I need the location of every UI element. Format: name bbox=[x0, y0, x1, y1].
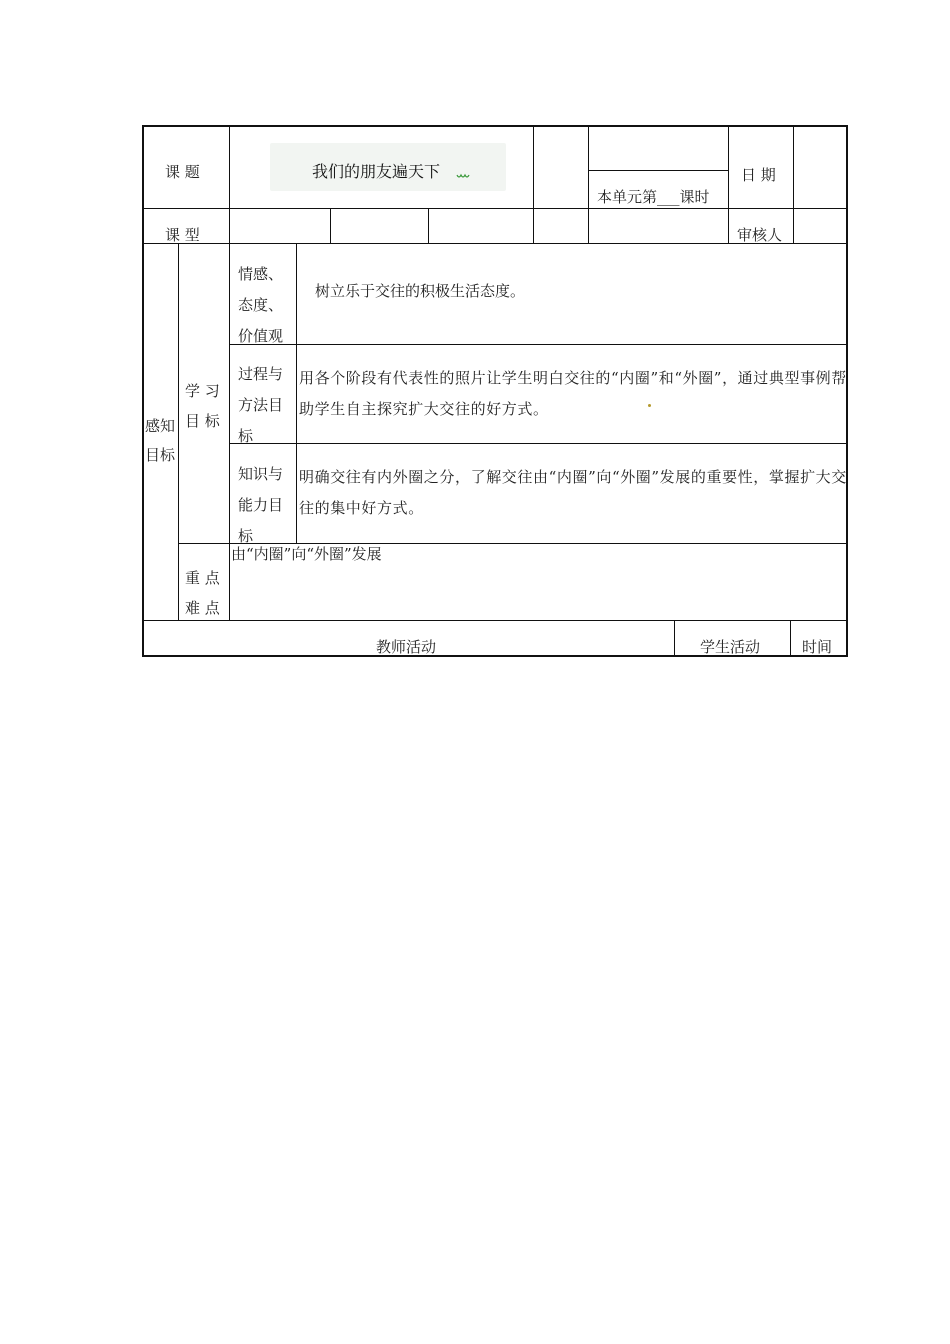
student-activity-header: 学生活动 bbox=[700, 638, 761, 656]
row-divider bbox=[296, 344, 848, 345]
objective-label-emotion: 情感、 态度、 价值观 bbox=[238, 265, 284, 345]
row-divider bbox=[230, 443, 848, 444]
table-top-border bbox=[142, 125, 848, 127]
col-divider bbox=[428, 208, 429, 243]
type-label: 课 型 bbox=[165, 226, 200, 244]
lesson-label: 课 题 bbox=[165, 163, 200, 181]
row-divider bbox=[142, 620, 848, 621]
row-divider bbox=[142, 208, 848, 209]
time-header: 时间 bbox=[802, 638, 833, 656]
objective-content-knowledge: 明确交往有内外圈之分，了解交往由“内圈”向“外圈”发展的重要性，掌握扩大交往的集中好方式。 bbox=[299, 468, 847, 517]
objective-content-emotion: 树立乐于交往的积极生活态度。 bbox=[315, 282, 526, 300]
col-divider bbox=[728, 125, 729, 243]
key-difficulty-label: 重 点 难 点 bbox=[185, 569, 220, 617]
objective-content-process: 用各个阶段有代表性的照片让学生明白交往的“内圈”和“外圈”，通过典型事例帮助学生自主探究扩大交往的好方式。 bbox=[299, 369, 847, 418]
stray-dot-mark bbox=[648, 404, 651, 407]
col-divider bbox=[793, 125, 794, 243]
table-left-border bbox=[142, 125, 144, 657]
date-label: 日 期 bbox=[741, 166, 776, 184]
col-divider bbox=[588, 125, 589, 243]
col-divider bbox=[533, 125, 534, 243]
col-divider bbox=[790, 620, 791, 656]
col-divider bbox=[229, 243, 230, 620]
col-divider bbox=[674, 620, 675, 656]
teacher-activity-header: 教师活动 bbox=[376, 638, 437, 656]
learning-objectives-label: 学 习 目 标 bbox=[185, 382, 220, 430]
key-difficulty-content: 由“内圈”向“外圈”发展 bbox=[231, 545, 382, 563]
objectives-section-label: 感知目标 bbox=[145, 417, 176, 465]
lesson-title: 我们的朋友遍天下 bbox=[312, 162, 441, 181]
unit-period-label: 本单元第___课时 bbox=[597, 188, 710, 206]
col-divider bbox=[330, 208, 331, 243]
reviewer-label: 审核人 bbox=[737, 226, 783, 244]
cell-inner-line bbox=[589, 170, 728, 171]
objective-label-knowledge: 知识与 能力目 标 bbox=[238, 465, 284, 545]
squiggle-mark-icon bbox=[456, 172, 470, 180]
col-divider bbox=[296, 243, 297, 543]
col-divider bbox=[229, 125, 230, 243]
objective-label-process: 过程与 方法目 标 bbox=[238, 365, 284, 445]
